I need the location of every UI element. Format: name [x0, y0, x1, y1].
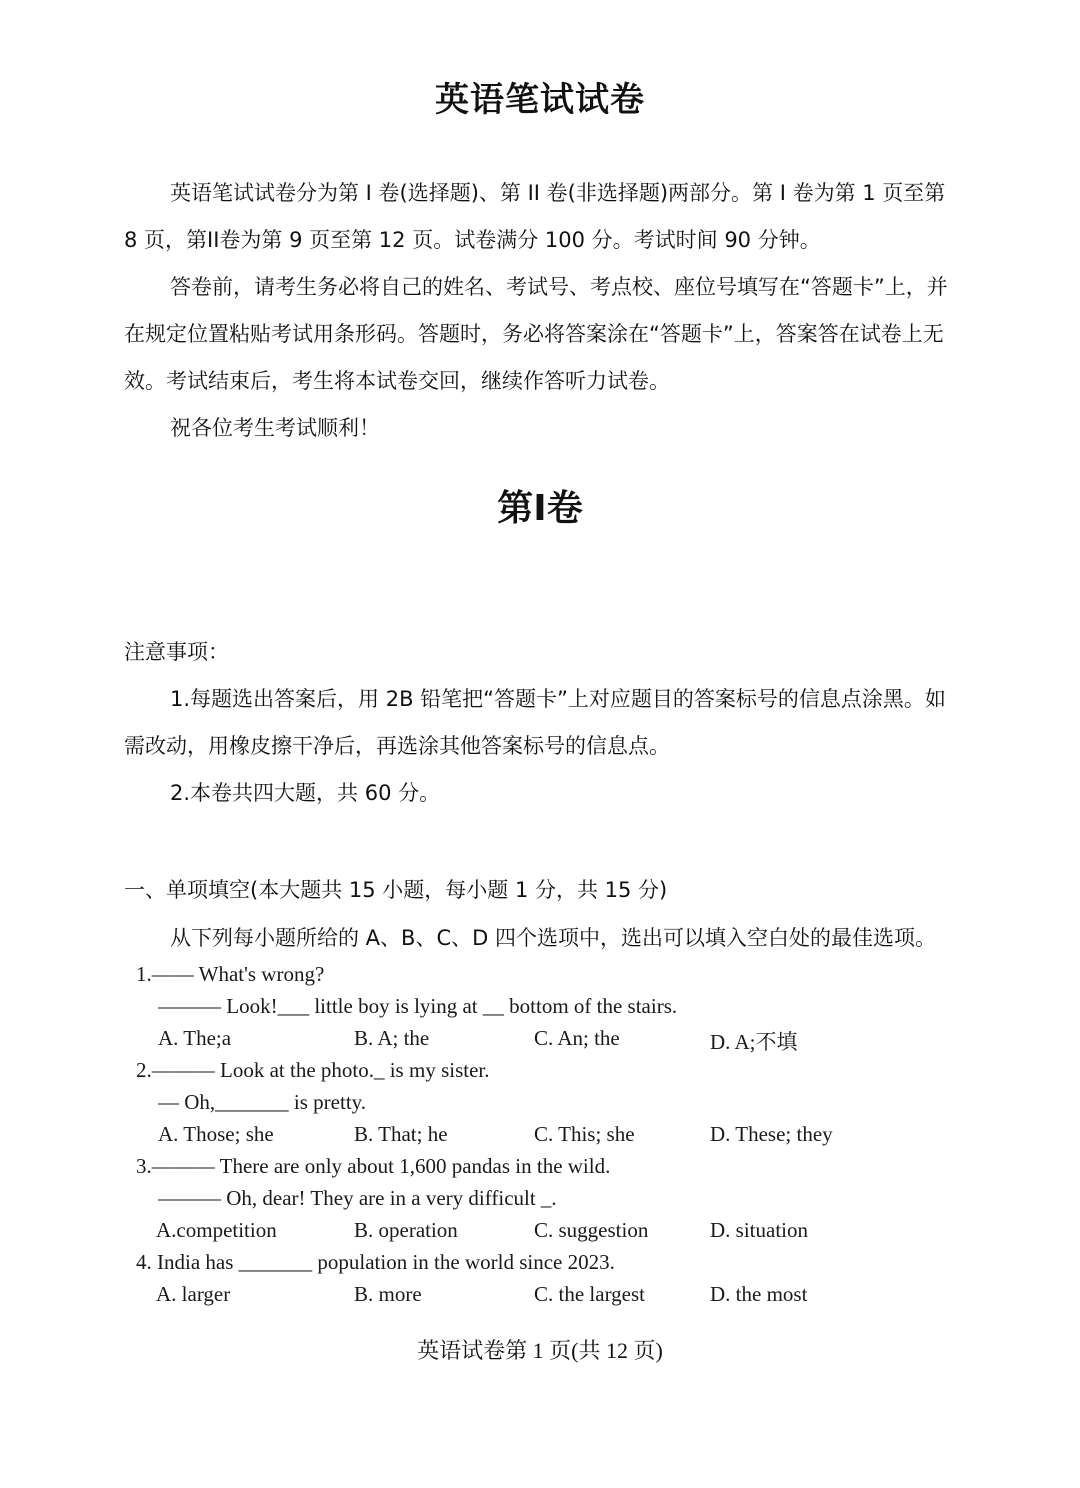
section-heading: 一、单项填空(本大题共 15 小题，每小题 1 分，共 15 分): [124, 878, 668, 902]
intro-paragraph-2: 答卷前，请考生务必将自己的姓名、考试号、考点校、座位号填写在“答题卡”上，并在规定位置粘贴考试用条形码。答题时，务必将答案涂在“答题卡”上，答案答在试卷上无效。考试结束后，考生将本试卷交回，继续作答听力试卷。: [124, 275, 948, 393]
question-3-option-a: A.competition: [156, 1218, 277, 1242]
question-4-option-c: C. the largest: [534, 1282, 646, 1306]
notice-item-1: 1.每题选出答案后，用 2B 铅笔把“答题卡”上对应题目的答案标号的信息点涂黑。如需改动，用橡皮擦干净后，再选涂其他答案标号的信息点。: [124, 687, 946, 758]
question-1-line-1: 1.—— What's wrong?: [136, 962, 325, 986]
notice-items: [124, 676, 956, 817]
intro-section: [124, 170, 956, 452]
question-2-option-c: C. This; she: [534, 1122, 635, 1146]
question-2-option-d: D. These; they: [710, 1122, 833, 1146]
volume-title: 第I卷: [497, 488, 583, 529]
question-1-option-d: D. A;不填: [710, 1030, 798, 1054]
question-4-line-1: 4. India has _______ population in the world since 2023.: [136, 1250, 615, 1274]
question-2-option-b: B. That; he: [354, 1122, 448, 1146]
question-3-line-2: ——— Oh, dear! They are in a very difficult _.: [158, 1186, 557, 1210]
question-2-option-a: A. Those; she: [158, 1122, 274, 1146]
question-1-option-b: B. A; the: [354, 1026, 430, 1050]
question-3-option-b: B. operation: [354, 1218, 458, 1242]
question-1-option-c: C. An; the: [534, 1026, 620, 1050]
intro-paragraph-3: 祝各位考生考试顺利！: [170, 416, 380, 440]
question-4-option-b: B. more: [354, 1282, 422, 1306]
notice-item-2: 2.本卷共四大题，共 60 分。: [170, 781, 441, 805]
question-4-option-d: D. the most: [710, 1282, 808, 1306]
question-4-option-a: A. larger: [156, 1282, 231, 1306]
question-1-option-a: A. The;a: [158, 1026, 232, 1050]
question-3-line-1: 3.——— There are only about 1,600 pandas in the wild.: [136, 1154, 611, 1178]
notice-heading: 注意事项：: [124, 640, 229, 664]
section-instruction: 从下列每小题所给的 A、B、C、D 四个选项中，选出可以填入空白处的最佳选项。: [170, 926, 936, 950]
question-3-option-d: D. situation: [710, 1218, 808, 1242]
question-2-line-2: — Oh,_______ is pretty.: [158, 1090, 367, 1114]
question-3-option-c: C. suggestion: [534, 1218, 649, 1242]
intro-paragraph-1: 英语笔试试卷分为第 I 卷(选择题)、第 II 卷(非选择题)两部分。第 I 卷为第 1 页至第 8 页，第II卷为第 9 页至第 12 页。试卷满分 100 分。考试时间 90 分钟。: [124, 181, 946, 252]
question-2-line-1: 2.——— Look at the photo._ is my sister.: [136, 1058, 490, 1082]
question-1-line-2: ——— Look!___ little boy is lying at __ bottom of the stairs.: [158, 994, 678, 1018]
page-footer: 英语试卷第 1 页(共 12 页): [417, 1338, 663, 1363]
paper-title: 英语笔试试卷: [435, 80, 645, 120]
